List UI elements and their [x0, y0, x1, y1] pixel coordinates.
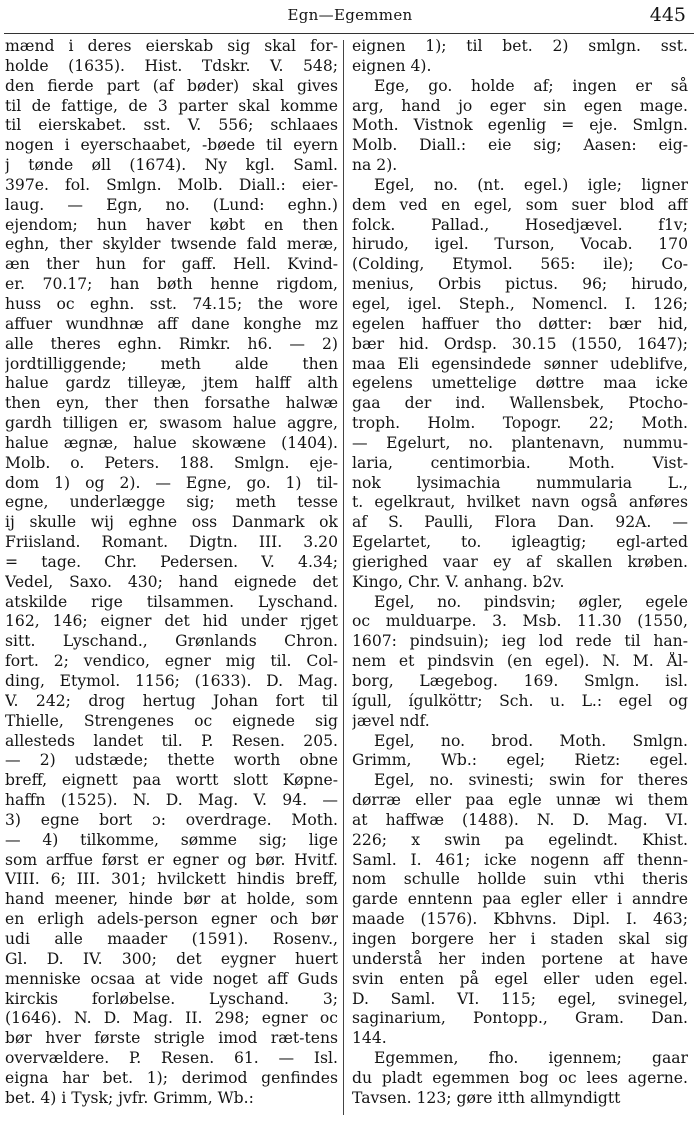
text-line: laria, centimorbia. Moth. Vist-	[352, 453, 688, 472]
text-line: til eierskabet. sst. V. 556; schlaaes	[5, 116, 338, 135]
text-line: sitt. Lyschand., Grønlands Chron.	[5, 632, 338, 651]
text-line: — Egelurt, no. plantenavn, nummu-	[352, 433, 688, 452]
text-line: V. 242; drog hertug Johan fort til	[5, 691, 338, 710]
text-line: bet. 4) i Tysk; jvfr. Grimm, Wb.:	[5, 1088, 254, 1107]
text-line: — 4) tilkomme, sømme sig; lige	[5, 830, 338, 849]
text-line: (Colding, Etymol. 565: ile); Co-	[352, 255, 688, 274]
text-line: 1607: pindsuin); ieg lod rede til han-	[352, 632, 688, 651]
text-line: D. Saml. VI. 115; egel, svinegel,	[352, 989, 688, 1008]
text-line: Egelartet, to. igleagtig; egl-arted	[352, 533, 688, 552]
text-line: alle theres eghn. Rimkr. h6. — 2)	[5, 334, 338, 353]
text-line: ding, Etymol. 1156; (1633). D. Mag.	[5, 672, 338, 690]
text-line: svin enten på egel eller uden egel.	[352, 969, 688, 988]
text-line: (1646). N. D. Mag. II. 298; egner oc	[5, 1009, 338, 1028]
text-line: Friisland. Romant. Digtn. III. 3.20	[5, 533, 338, 552]
text-line: 144.	[352, 1029, 387, 1048]
text-line: jordtilliggende; meth alde then	[5, 354, 338, 373]
left-column	[5, 37, 338, 1109]
text-line: kirckis forløbelse. Lyschand. 3;	[5, 989, 338, 1008]
text-line: affuer wundhnæ aff dane konghe mz	[5, 314, 338, 333]
text-line: Egel, no. brod. Moth. Smlgn.	[374, 731, 688, 750]
text-line: af S. Paulli, Flora Dan. 92A. —	[352, 513, 688, 532]
text-line: den fierde part (af bøder) skal gives	[5, 76, 338, 95]
text-line: atskilde rige tilsammen. Lyschand.	[5, 592, 338, 611]
text-line: Molb. Diall.: eie sig; Aasen: eig-	[352, 136, 688, 155]
text-line: nom schulle hollde suin vthi theris	[352, 870, 688, 889]
text-line: menniske ocsaa at vide noget aff Guds	[5, 969, 338, 988]
column-divider	[343, 40, 344, 1115]
text-line: 3) egne bort ɔ: overdrage. Moth.	[5, 810, 338, 829]
text-line: huss oc eghn. sst. 74.15; the wore	[5, 294, 338, 313]
text-line: eignen 4).	[352, 56, 432, 75]
text-line: gardh tilligen er, swasom halue aggre,	[5, 414, 338, 433]
text-line: Egemmen, fho. igennem; gaar	[374, 1049, 688, 1068]
text-line: t. egelkraut, hvilket navn også anføres	[352, 493, 688, 512]
text-line: til de fattige, de 3 parter skal komme	[5, 96, 338, 115]
text-line: overvældere. P. Resen. 61. — Isl.	[5, 1049, 338, 1068]
text-line: oc mulduarpe. 3. Msb. 11.30 (1550,	[352, 612, 688, 631]
text-line: egel, igel. Steph., Nomencl. I. 126;	[352, 294, 688, 313]
text-line: dørræ eller paa egle unnæ wi them	[352, 791, 688, 810]
text-line: hirudo, igel. Turson, Vocab. 170	[352, 235, 688, 254]
text-line: then eyn, ther then forsathe halwæ	[5, 394, 338, 413]
text-line: gierighed vaar ey af skallen krøben.	[352, 552, 688, 571]
text-line: laug. — Egn, no. (Lund: eghn.)	[5, 195, 338, 214]
text-line: egelen haffuer tho døtter: bær hid,	[352, 314, 688, 333]
text-line: Moth. Vistnok egenlig = eje. Smlgn.	[352, 116, 688, 135]
text-line: ejendom; hun haver købt en then	[5, 215, 338, 234]
text-line: saginarium, Pontopp., Gram. Dan.	[352, 1009, 688, 1028]
page-number: 445	[649, 4, 686, 26]
text-line: ígull, ígulköttr; Sch. u. L.: egel og	[352, 691, 688, 710]
text-line: 397e. fol. Smlgn. Molb. Diall.: eier-	[5, 175, 338, 194]
text-line: nem et pindsvin (en egel). N. M. Ål-	[352, 652, 688, 671]
text-line: Tavsen. 123; gøre itth allmyndigtt	[352, 1088, 621, 1107]
text-line: Thielle, Strengenes oc eignede sig	[5, 711, 338, 730]
text-line: eigna har bet. 1); derimod genfindes	[5, 1068, 338, 1087]
text-line: 226; x swin pa egelindt. Khist.	[352, 830, 688, 849]
text-line: at haffwæ (1488). N. D. Mag. VI.	[352, 810, 688, 829]
text-line: udi alle maader (1591). Rosenv.,	[5, 929, 338, 948]
text-line: egne, underlægge sig; meth tesse	[5, 493, 338, 512]
text-line: Egel, no. (nt. egel.) igle; ligner	[374, 175, 688, 194]
text-line: 162, 146; eigner det hid under rjget	[5, 612, 338, 631]
text-line: na 2).	[352, 156, 398, 175]
text-line: Molb. o. Peters. 188. Smlgn. eje-	[5, 453, 338, 472]
text-line: Ege, go. holde af; ingen er så	[374, 76, 688, 95]
text-line: haffn (1525). N. D. Mag. V. 94. —	[5, 791, 338, 810]
text-line: halue ægnæ, halue skowæne (1404).	[5, 433, 338, 452]
text-line: borg, Lægebog. 169. Smlgn. isl.	[352, 672, 688, 690]
header-rule	[4, 33, 694, 34]
text-line: mænd i deres eierskab sig skal for-	[5, 37, 338, 55]
text-line: bær hid. Ordsp. 30.15 (1550, 1647);	[352, 334, 688, 353]
text-line: gaa der ind. Wallensbek, Ptocho-	[352, 394, 688, 413]
text-line: menius, Orbis pictus. 96; hirudo,	[352, 275, 688, 294]
text-line: Egel, no. svinesti; swin for theres	[374, 771, 688, 790]
text-line: dom 1) og 2). — Egne, go. 1) til-	[5, 473, 338, 492]
text-line: Vedel, Saxo. 430; hand eignede det	[5, 572, 338, 591]
text-line: = tage. Chr. Pedersen. V. 4.34;	[5, 552, 338, 571]
page-header	[0, 0, 700, 34]
text-line: maa Eli egensindede sønner udeblifve,	[352, 354, 688, 373]
text-line: Gl. D. IV. 300; det eygner huert	[5, 949, 338, 968]
text-line: j tønde øll (1674). Ny kgl. Saml.	[5, 156, 338, 175]
text-line: nogen i eyerschaabet, -bøede til eyern	[5, 136, 338, 155]
text-line: breff, eignett paa wortt slott Køpne-	[5, 771, 338, 790]
text-line: holde (1635). Hist. Tdskr. V. 548;	[5, 56, 338, 75]
text-line: garde enntenn paa egler eller i anndre	[352, 890, 688, 909]
right-column	[352, 37, 688, 1109]
text-line: arg, hand jo eger sin egen mage.	[352, 96, 688, 115]
running-head: Egn—Egemmen	[287, 6, 413, 24]
text-line: en erligh adels-person egner och bør	[5, 910, 338, 929]
text-line: understå her inden portene at have	[352, 949, 688, 968]
text-line: troph. Holm. Topogr. 22; Moth.	[352, 414, 688, 433]
text-line: VIII. 6; III. 301; hvilckett hindis breff,	[5, 870, 338, 889]
text-line: egelens umettelige døttre maa icke	[352, 374, 688, 393]
text-line: nok lysimachia nummularia L.,	[352, 473, 688, 492]
text-line: æn ther hun for gaff. Hell. Kvind-	[5, 255, 338, 274]
text-line: maade (1576). Kbhvns. Dipl. I. 463;	[352, 910, 688, 929]
text-line: bør hver første strigle imod ræt-tens	[5, 1029, 338, 1048]
text-line: er. 70.17; han bøth henne rigdom,	[5, 275, 338, 294]
text-line: — 2) udstæde; thette worth obne	[5, 751, 338, 770]
text-line: folck. Pallad., Hosedjævel. f1v;	[352, 215, 688, 234]
text-line: eignen 1); til bet. 2) smlgn. sst.	[352, 37, 688, 55]
text-line: ij skulle wij eghne oss Danmark ok	[5, 513, 338, 532]
text-line: jævel ndf.	[352, 711, 430, 730]
text-line: fort. 2; vendico, egner mig til. Col-	[5, 652, 338, 671]
text-line: eghn, ther skylder twsende fald meræ,	[5, 235, 338, 254]
text-line: Saml. I. 461; icke nogenn aff thenn-	[352, 850, 688, 869]
text-line: hand meener, hinde bør at holde, som	[5, 890, 338, 909]
text-line: Kingo, Chr. V. anhang. b2v.	[352, 572, 565, 591]
text-line: dem ved en egel, som suer blod aff	[352, 195, 688, 214]
text-line: halue gardz tilleyæ, jtem halff alth	[5, 374, 338, 393]
text-line: ingen borgere her i staden skal sig	[352, 929, 688, 948]
text-line: Grimm, Wb.: egel; Rietz: egel.	[352, 751, 688, 770]
text-line: som arffue først er egner og bør. Hvitf.	[5, 850, 338, 869]
text-line: allesteds landet til. P. Resen. 205.	[5, 731, 338, 750]
text-line: Egel, no. pindsvin; øgler, egele	[374, 592, 688, 611]
text-line: du pladt egemmen bog oc lees agerne.	[352, 1068, 688, 1087]
